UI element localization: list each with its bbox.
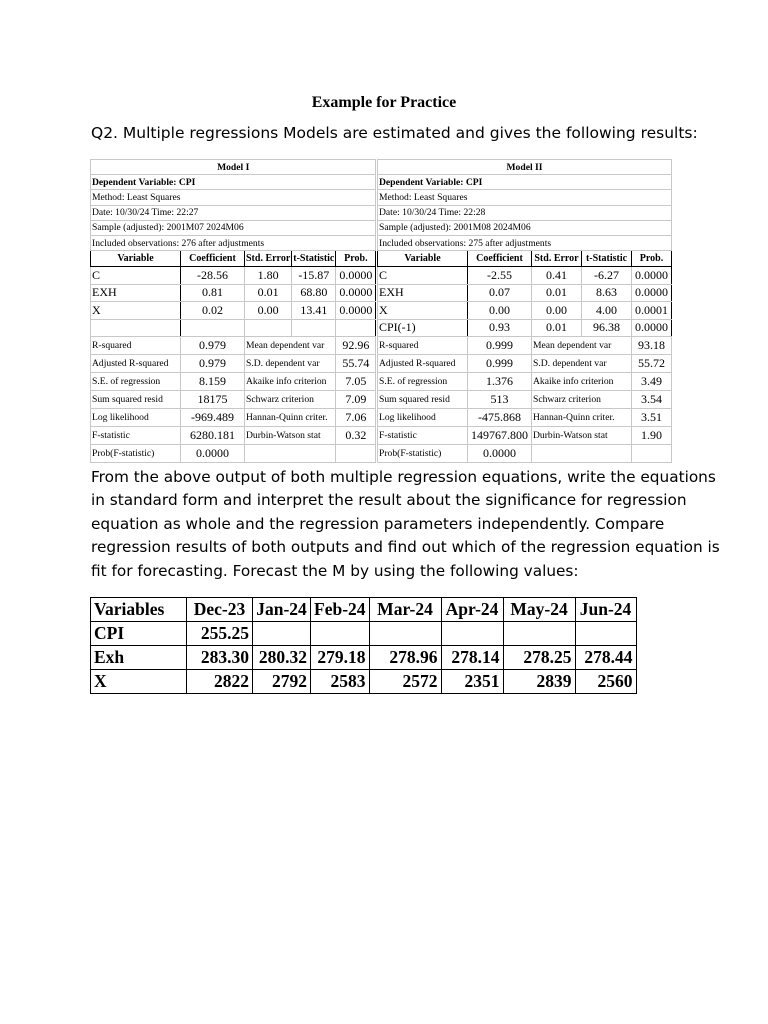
stat-value: 513 bbox=[468, 391, 532, 409]
stat-row bbox=[378, 373, 672, 391]
value-cell: 2572 bbox=[369, 670, 441, 694]
value-cell: 0.00 bbox=[245, 302, 292, 320]
stat-label: Hannan-Quinn criter. bbox=[245, 409, 336, 427]
stat-value: 0.979 bbox=[181, 355, 245, 373]
table-row bbox=[91, 319, 376, 337]
stat-row bbox=[378, 427, 672, 445]
stat-value: 0.0000 bbox=[181, 445, 245, 463]
stat-row bbox=[91, 337, 376, 355]
table-row bbox=[91, 646, 637, 670]
value-cell: 2560 bbox=[575, 670, 636, 694]
table-row bbox=[378, 284, 672, 302]
stat-label: S.D. dependent var bbox=[532, 355, 632, 373]
stat-row bbox=[378, 445, 672, 463]
table-row bbox=[91, 284, 376, 302]
paragraph-line: fit for forecasting. Forecast the M by using the following values: bbox=[91, 561, 579, 580]
value-cell: 2583 bbox=[311, 670, 370, 694]
stat-value: -969.489 bbox=[181, 409, 245, 427]
header-row bbox=[378, 251, 672, 267]
stat-row bbox=[378, 337, 672, 355]
stat-value: 0.999 bbox=[468, 337, 532, 355]
stat-label: Adjusted R-squared bbox=[378, 355, 468, 373]
stat-label: S.E. of regression bbox=[378, 373, 468, 391]
header-cell: Variable bbox=[91, 251, 181, 267]
value-cell: 0.0000 bbox=[632, 319, 672, 337]
stat-value: 0.32 bbox=[336, 427, 376, 445]
stat-row bbox=[91, 355, 376, 373]
question-text: Q2. Multiple regressions Models are estimated and gives the following results: bbox=[91, 124, 698, 142]
stat-value: -475.868 bbox=[468, 409, 532, 427]
stat-value: 7.05 bbox=[336, 373, 376, 391]
stat-value: 0.0000 bbox=[468, 445, 532, 463]
value-cell: 2822 bbox=[187, 670, 253, 694]
stat-row bbox=[91, 427, 376, 445]
stat-row bbox=[91, 445, 376, 463]
header-cell: t-Statistic bbox=[292, 251, 336, 267]
stat-label: Durbin-Watson stat bbox=[532, 427, 632, 445]
stat-label: Mean dependent var bbox=[245, 337, 336, 355]
table-header-row bbox=[91, 598, 637, 622]
instructions-paragraph bbox=[91, 466, 720, 583]
stat-label: Hannan-Quinn criter. bbox=[532, 409, 632, 427]
header-cell: t-Statistic bbox=[582, 251, 632, 267]
header-cell: May-24 bbox=[503, 598, 575, 622]
stat-value: 55.72 bbox=[632, 355, 672, 373]
value-cell: 8.63 bbox=[582, 284, 632, 302]
value-cell: 0.93 bbox=[468, 319, 532, 337]
variable-cell: C bbox=[378, 267, 468, 285]
stat-label: Schwarz criterion bbox=[532, 391, 632, 409]
model-2-table bbox=[377, 159, 672, 463]
value-cell: -28.56 bbox=[181, 267, 245, 285]
header-row bbox=[91, 251, 376, 267]
stat-value: 6280.181 bbox=[181, 427, 245, 445]
value-cell bbox=[245, 319, 292, 337]
value-cell bbox=[336, 319, 376, 337]
stat-label: Log likelihood bbox=[91, 409, 181, 427]
value-cell: 0.01 bbox=[532, 319, 582, 337]
value-cell: 0.0000 bbox=[336, 302, 376, 320]
value-cell: -15.87 bbox=[292, 267, 336, 285]
table-row bbox=[91, 302, 376, 320]
table-row bbox=[378, 302, 672, 320]
variable-cell: EXH bbox=[91, 284, 181, 302]
value-cell: 13.41 bbox=[292, 302, 336, 320]
stat-row bbox=[378, 409, 672, 427]
header-cell: Std. Error bbox=[245, 251, 292, 267]
stat-label: F-statistic bbox=[378, 427, 468, 445]
stat-label: R-squared bbox=[91, 337, 181, 355]
value-cell: -6.27 bbox=[582, 267, 632, 285]
header-cell: Mar-24 bbox=[369, 598, 441, 622]
value-cell: 0.81 bbox=[181, 284, 245, 302]
value-cell: 0.07 bbox=[468, 284, 532, 302]
table-row bbox=[378, 319, 672, 337]
stat-label: Schwarz criterion bbox=[245, 391, 336, 409]
stat-label: Durbin-Watson stat bbox=[245, 427, 336, 445]
stat-value: 3.51 bbox=[632, 409, 672, 427]
variable-cell: EXH bbox=[378, 284, 468, 302]
variable-cell: X bbox=[91, 302, 181, 320]
header-cell: Prob. bbox=[336, 251, 376, 267]
stat-label bbox=[532, 445, 632, 463]
date: Date: 10/30/24 Time: 22:28 bbox=[378, 205, 672, 220]
value-cell: 280.32 bbox=[253, 646, 311, 670]
model-name: Model I bbox=[91, 160, 376, 175]
value-cell: 0.41 bbox=[532, 267, 582, 285]
header-cell: Dec-23 bbox=[187, 598, 253, 622]
value-cell: 1.80 bbox=[245, 267, 292, 285]
stat-value: 149767.800 bbox=[468, 427, 532, 445]
stat-label: S.E. of regression bbox=[91, 373, 181, 391]
stat-label bbox=[245, 445, 336, 463]
stat-value: 7.09 bbox=[336, 391, 376, 409]
header-cell: Prob. bbox=[632, 251, 672, 267]
page-title: Example for Practice bbox=[311, 94, 457, 111]
header-cell: Coefficient bbox=[468, 251, 532, 267]
stat-label: Prob(F-statistic) bbox=[91, 445, 181, 463]
header-cell: Apr-24 bbox=[441, 598, 503, 622]
value-cell: 0.0000 bbox=[632, 267, 672, 285]
stat-value: 0.999 bbox=[468, 355, 532, 373]
stat-value: 8.159 bbox=[181, 373, 245, 391]
stat-value: 7.06 bbox=[336, 409, 376, 427]
model-name: Model II bbox=[378, 160, 672, 175]
value-cell: 2351 bbox=[441, 670, 503, 694]
header-cell: Std. Error bbox=[532, 251, 582, 267]
value-cell: 0.02 bbox=[181, 302, 245, 320]
paragraph-line: From the above output of both multiple regression equations, write the equations bbox=[91, 468, 716, 486]
stat-label: Log likelihood bbox=[378, 409, 468, 427]
stat-value: 0.979 bbox=[181, 337, 245, 355]
value-cell: 4.00 bbox=[582, 302, 632, 320]
observations: Included observations: 276 after adjustments bbox=[91, 235, 376, 250]
value-cell bbox=[369, 622, 441, 646]
table-row bbox=[91, 622, 637, 646]
stat-value bbox=[336, 445, 376, 463]
stat-value bbox=[632, 445, 672, 463]
table-row bbox=[378, 267, 672, 285]
sample: Sample (adjusted): 2001M08 2024M06 bbox=[378, 220, 672, 235]
row-label: CPI bbox=[91, 622, 187, 646]
dependent-variable: Dependent Variable: CPI bbox=[378, 175, 672, 190]
value-cell: 278.44 bbox=[575, 646, 636, 670]
model-1-table bbox=[90, 159, 376, 463]
header-cell: Coefficient bbox=[181, 251, 245, 267]
paragraph-line: equation as whole and the regression parameters independently. Compare bbox=[91, 514, 665, 533]
stat-label: Akaike info criterion bbox=[532, 373, 632, 391]
value-cell: 0.0000 bbox=[632, 284, 672, 302]
table-row bbox=[91, 267, 376, 285]
table-row bbox=[91, 670, 637, 694]
value-cell: -2.55 bbox=[468, 267, 532, 285]
value-cell bbox=[441, 622, 503, 646]
value-cell: 278.96 bbox=[369, 646, 441, 670]
header-cell: Variables bbox=[91, 598, 187, 622]
stat-value: 3.54 bbox=[632, 391, 672, 409]
stat-value: 92.96 bbox=[336, 337, 376, 355]
method: Method: Least Squares bbox=[91, 190, 376, 205]
stat-value: 55.74 bbox=[336, 355, 376, 373]
stat-value: 93.18 bbox=[632, 337, 672, 355]
date: Date: 10/30/24 Time: 22:27 bbox=[91, 205, 376, 220]
variable-cell bbox=[91, 319, 181, 337]
stat-row bbox=[378, 355, 672, 373]
value-cell: 278.14 bbox=[441, 646, 503, 670]
value-cell: 0.0000 bbox=[336, 267, 376, 285]
header-cell: Jan-24 bbox=[253, 598, 311, 622]
stat-value: 3.49 bbox=[632, 373, 672, 391]
value-cell: 0.0001 bbox=[632, 302, 672, 320]
sample: Sample (adjusted): 2001M07 2024M06 bbox=[91, 220, 376, 235]
paragraph-line: regression results of both outputs and find out which of the regression equation is bbox=[91, 538, 720, 557]
stat-row bbox=[91, 373, 376, 391]
stat-value: 18175 bbox=[181, 391, 245, 409]
stat-label: S.D. dependent var bbox=[245, 355, 336, 373]
variable-cell: X bbox=[378, 302, 468, 320]
value-cell: 0.00 bbox=[532, 302, 582, 320]
stat-label: Sum squared resid bbox=[378, 391, 468, 409]
row-label: X bbox=[91, 670, 187, 694]
value-cell: 2839 bbox=[503, 670, 575, 694]
observations: Included observations: 275 after adjustments bbox=[378, 235, 672, 250]
stat-row bbox=[91, 409, 376, 427]
stat-label: R-squared bbox=[378, 337, 468, 355]
value-cell: 0.0000 bbox=[336, 284, 376, 302]
value-cell: 2792 bbox=[253, 670, 311, 694]
value-cell bbox=[253, 622, 311, 646]
value-cell bbox=[575, 622, 636, 646]
row-label: Exh bbox=[91, 646, 187, 670]
value-cell bbox=[181, 319, 245, 337]
stat-label: F-statistic bbox=[91, 427, 181, 445]
variable-cell: C bbox=[91, 267, 181, 285]
header-cell: Jun-24 bbox=[575, 598, 636, 622]
stat-label: Prob(F-statistic) bbox=[378, 445, 468, 463]
variable-cell: CPI(-1) bbox=[378, 319, 468, 337]
stat-row bbox=[91, 391, 376, 409]
value-cell: 278.25 bbox=[503, 646, 575, 670]
stat-label: Adjusted R-squared bbox=[91, 355, 181, 373]
value-cell bbox=[503, 622, 575, 646]
dependent-variable: Dependent Variable: CPI bbox=[91, 175, 376, 190]
method: Method: Least Squares bbox=[378, 190, 672, 205]
header-cell: Feb-24 bbox=[311, 598, 370, 622]
forecast-values-table bbox=[90, 597, 637, 694]
paragraph-line: in standard form and interpret the result about the significance for regression bbox=[91, 491, 687, 510]
value-cell: 255.25 bbox=[187, 622, 253, 646]
value-cell: 68.80 bbox=[292, 284, 336, 302]
stat-label: Sum squared resid bbox=[91, 391, 181, 409]
value-cell: 0.00 bbox=[468, 302, 532, 320]
stat-label: Akaike info criterion bbox=[245, 373, 336, 391]
stat-label: Mean dependent var bbox=[532, 337, 632, 355]
value-cell: 0.01 bbox=[245, 284, 292, 302]
stat-value: 1.90 bbox=[632, 427, 672, 445]
value-cell bbox=[311, 622, 370, 646]
header-cell: Variable bbox=[378, 251, 468, 267]
value-cell: 96.38 bbox=[582, 319, 632, 337]
value-cell: 0.01 bbox=[532, 284, 582, 302]
stat-row bbox=[378, 391, 672, 409]
value-cell: 279.18 bbox=[311, 646, 370, 670]
value-cell bbox=[292, 319, 336, 337]
stat-value: 1.376 bbox=[468, 373, 532, 391]
value-cell: 283.30 bbox=[187, 646, 253, 670]
